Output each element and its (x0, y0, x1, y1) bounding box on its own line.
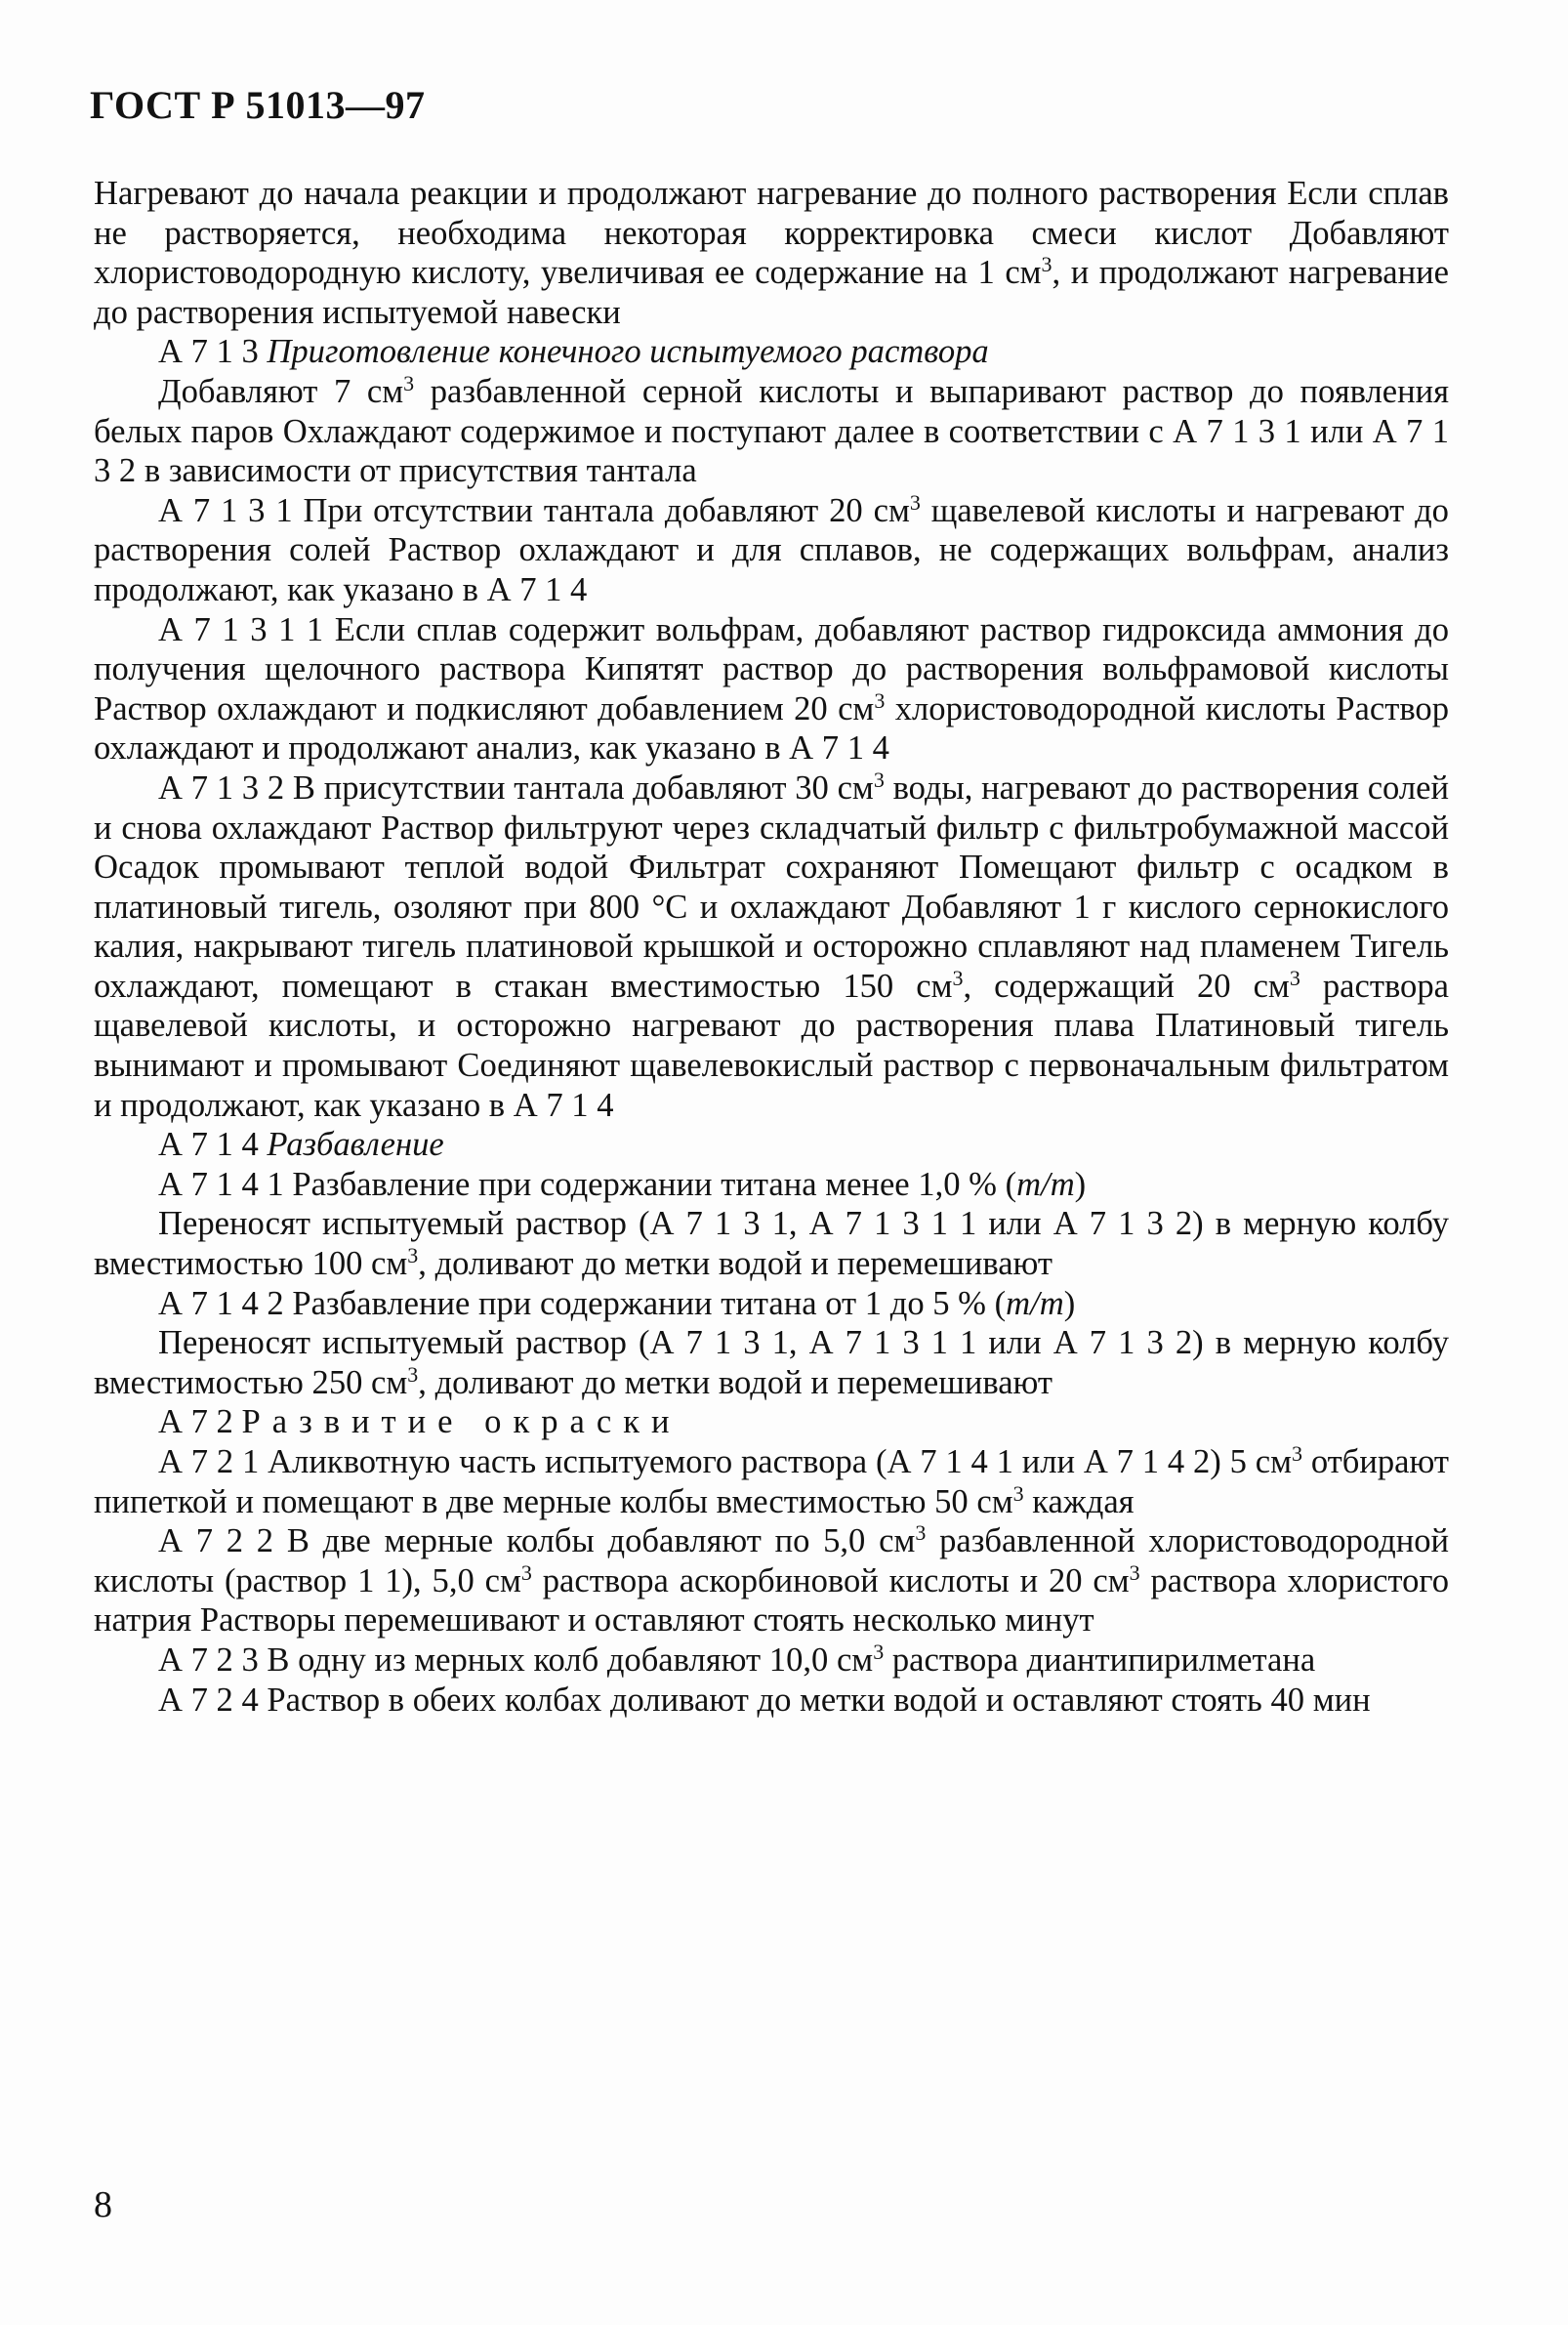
superscript: 3 (1129, 1559, 1140, 1585)
superscript: 3 (873, 767, 885, 792)
paragraph-text: А 7 1 3 1 При отсутствии тантала добавляют 20 см (158, 491, 910, 529)
paragraph (94, 1521, 1449, 1640)
document-body (94, 174, 1449, 1720)
page-number: 8 (94, 2184, 112, 2225)
paragraph (94, 768, 1449, 1125)
paragraph-text: А 7 2 (158, 1403, 242, 1441)
italic-text: Разбавление (267, 1126, 444, 1164)
paragraph (94, 372, 1449, 491)
paragraph-text: , доливают до метки водой и перемешивают (418, 1363, 1053, 1401)
paragraph-text: Переносят испытуемый раствор (А 7 1 3 1, А 7 1 3 1 1 или А 7 1 3 2) в мерную колбу вместимостью 250 см (94, 1324, 1449, 1401)
superscript: 3 (403, 370, 415, 395)
paragraph-text: А 7 2 3 В одну из мерных колб добавляют 10,0 см (158, 1640, 874, 1679)
paragraph-text: щавелевой кислоты и нагревают до растворения солей Раствор охлаждают и для сплавов, не содержащих вольфрам, анализ продолжают, как указано в А 7 1 4 (94, 491, 1449, 608)
paragraph-text: , и продолжают нагревание до растворения испытуемой навески (94, 254, 1449, 331)
paragraph-text: Переносят испытуемый раствор (А 7 1 3 1, А 7 1 3 1 1 или А 7 1 3 2) в мерную колбу вместимостью 100 см (94, 1205, 1449, 1283)
superscript: 3 (952, 965, 964, 990)
superscript: 3 (1292, 1441, 1302, 1466)
paragraph (94, 1323, 1449, 1402)
paragraph (94, 1204, 1449, 1283)
paragraph-text: ) (1074, 1165, 1087, 1203)
paragraph-text: А 7 1 4 (158, 1126, 268, 1164)
paragraph (94, 1681, 1449, 1721)
standard-number-header: ГОСТ Р 51013—97 (90, 83, 426, 127)
paragraph-text: Добавляют 7 см (158, 372, 404, 410)
paragraph (94, 1165, 1449, 1205)
paragraph-text: А 7 1 4 2 Разбавление при содержании титана от 1 до 5 % ( (158, 1284, 1007, 1322)
italic-text: Приготовление конечного испытуемого раствора (267, 333, 989, 371)
paragraph-text: А 7 2 1 Аликвотную часть испытуемого раствора (А 7 1 4 1 или А 7 1 4 2) 5 см (158, 1443, 1292, 1480)
paragraph-text: раствора аскорбиновой кислоты и 20 см (531, 1561, 1130, 1599)
superscript: 3 (407, 1361, 419, 1387)
superscript: 3 (1041, 252, 1052, 277)
paragraph-text: А 7 1 4 1 Разбавление при содержании титана менее 1,0 % ( (158, 1165, 1017, 1203)
italic-text: m/m (1016, 1165, 1075, 1203)
paragraph (94, 1284, 1449, 1324)
paragraph (94, 332, 1449, 372)
paragraph-text: хлористоводородной кислоты Раствор охлаждают и продолжают анализ, как указано в А 7 1 4 (94, 689, 1449, 768)
paragraph-text: воды, нагревают до растворения солей и снова охлаждают Раствор фильтруют через складчатый фильтр с фильтробумажной массой Осадок промывают теплой водой Фильтрат сохраняют Помещают фильтр с осадком в платиновый тигель, озоляют при 800 °С и охлаждают Добавляют 1 г кислого сернокислого калия, накрывают тигель платиновой крышкой и осторожно сплавляют над пламенем Тигель охлаждают, помещают в стакан вместимостью 150 см (94, 768, 1450, 1005)
paragraph-text: разбавленной серной кислоты и выпаривают раствор до появления белых паров Охлаждают содержимое и поступают далее в соответствии с А 7 1 3 1 или А 7 1 3 2 в зависимости от присутствия тантала (94, 372, 1449, 490)
paragraph-text: А 7 2 2 В две мерные колбы добавляют по 5,0 см (158, 1522, 916, 1560)
superscript: 3 (407, 1243, 419, 1268)
paragraph-text: раствора диантипирилметана (884, 1640, 1316, 1679)
superscript: 3 (1012, 1480, 1024, 1506)
paragraph-text: А 7 2 4 Раствор в обеих колбах доливают до метки водой и оставляют стоять 40 мин (158, 1681, 1371, 1719)
paragraph-text: раствора щавелевой кислоты, и осторожно нагревают до растворения плава Платиновый тигель вынимают и промывают Соединяют щавелевокислый раствор с первоначальным фильтратом и продолжают, как указано в А 7 1 4 (94, 967, 1449, 1124)
paragraph (94, 1640, 1449, 1681)
paragraph-text: А 7 1 3 (158, 333, 268, 371)
paragraph-text: отбирают пипеткой и помещают в две мерные колбы вместимостью 50 см (94, 1443, 1449, 1520)
paragraph-text: ) (1063, 1284, 1076, 1322)
paragraph-text: А 7 1 3 2 В присутствии тантала добавляют 30 см (158, 768, 874, 807)
paragraph (94, 610, 1449, 768)
superscript: 3 (874, 687, 886, 713)
paragraph-text: А 7 1 3 1 1 Если сплав содержит вольфрам, добавляют раствор гидроксида аммония до получения щелочного раствора Кипятят раствор до растворения вольфрамовой кислоты Раствор охлаждают и подкисляют добавлением 20 см (94, 610, 1449, 727)
paragraph-text: разбавленной хлористоводородной кислоты (раствор 1 1), 5,0 см (94, 1522, 1449, 1599)
spaced-heading-text: Развитие окраски (241, 1403, 681, 1441)
paragraph-text: Нагревают до начала реакции и продолжают нагревание до полного растворения Если сплав не растворяется, необходима некоторая корректировка смеси кислот Добавляют хлористоводородную кислоту, увеличивая ее содержание на 1 см (94, 175, 1449, 292)
paragraph (94, 1442, 1449, 1521)
superscript: 3 (909, 489, 921, 515)
paragraph-text: каждая (1023, 1482, 1135, 1520)
paragraph-text: , доливают до метки водой и перемешивают (418, 1245, 1053, 1283)
paragraph (94, 174, 1449, 332)
superscript: 3 (915, 1520, 927, 1546)
italic-text: m/m (1006, 1284, 1064, 1322)
superscript: 3 (873, 1639, 885, 1664)
paragraph-text: , содержащий 20 см (963, 967, 1290, 1005)
superscript: 3 (1289, 965, 1300, 990)
paragraph (94, 1402, 1449, 1442)
superscript: 3 (520, 1559, 532, 1585)
paragraph (94, 491, 1449, 610)
paragraph (94, 1125, 1449, 1165)
paragraph-text: раствора хлористого натрия Растворы перемешивают и оставляют стоять несколько минут (94, 1561, 1449, 1640)
